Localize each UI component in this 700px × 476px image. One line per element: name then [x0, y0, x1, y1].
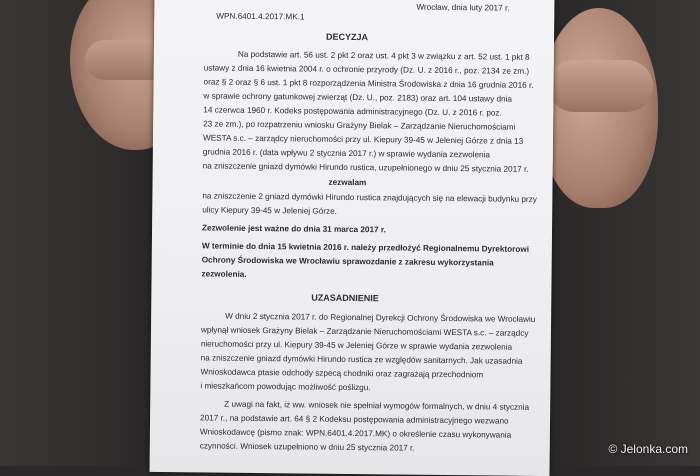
heading-zezwalam: zezwalam: [328, 177, 367, 188]
watermark: © Jelonka.com: [608, 442, 688, 456]
para4-line: na zniszczenie gniazd dymówki Hirundo rustica ze względów sanitarnych. Jak uzasadnia: [200, 353, 523, 366]
para5-line: 2017 r., na podstawie art. 64 § 2 Kodeksu postępowania administracyjnego wezwano: [200, 413, 509, 426]
para5-line: Z uwagi na fakt, iż ww. wniosek nie spełniał wymogów formalnych, w dniu 4 stycznia: [224, 399, 530, 412]
decision-document: [149, 0, 554, 476]
para1-line: 14 czerwca 1960 r. Kodeks postępowania administracyjnego (Dz. U. z 2016 r. poz.: [203, 105, 502, 118]
para3-line: zezwolenia.: [201, 269, 247, 279]
doc-title: DECYZJA: [326, 31, 369, 43]
para5-line: czynności. Wniosek uzupełniono w dniu 25 stycznia 2017 r.: [199, 441, 415, 453]
para2-line: ulicy Kiepury 39-45 w Jeleniej Górze.: [202, 205, 337, 216]
para1-line: 23 ze zm.), po rozpatrzeniu wniosku Grażyny Bielak – Zarządzanie Nieruchomościami: [203, 119, 516, 132]
para5-line: Wnioskodawcę (pismo znak: WPN.6401.4.2017.MK) o określenie czasu wykonywania: [199, 427, 512, 440]
para2-line: na zniszczenie 2 gniazd dymówki Hirundo rustica znajdujących się na elewacji budynku przy: [202, 191, 537, 204]
validity-note: Zezwolenie jest ważne do dnia 31 marca 2017 r.: [202, 223, 386, 235]
doc-date: Wrocław, dnia luty 2017 r.: [416, 2, 510, 13]
para4-line: wpłynął wniosek Grażyny Bielak – Zarządzanie Nieruchomościami WESTA s.c. – zarządcy: [200, 325, 529, 338]
para1-line: ustawy z dnia 16 kwietnia 2004 r. o ochronie przyrody (Dz. U. z 2016 r., poz. 2134 ze zm.): [203, 63, 530, 76]
para4-line: W dniu 2 stycznia 2017 r. do Regionalnej Dyrekcji Ochrony Środowiska we Wrocławiu: [225, 311, 536, 324]
para1-line: grudnia 2016 r. (data wpływu 2 stycznia 2017 r.) w sprawie wydania zezwolenia: [202, 147, 491, 160]
para1-line: WESTA s.c. – zarządcy nieruchomości przy ul. Kiepury 39-45 w Jeleniej Górze z dnia 13: [202, 133, 524, 146]
para1-line: na zniszczenie gniazd dymówki Hirundo rustica, uzupełnionego w dniu 25 stycznia 2017 r.: [202, 161, 529, 174]
para4-line: i mieszkańcom powodując możliwość poślizgu.: [200, 381, 371, 393]
para1-line: Na podstawie art. 56 ust. 2 pkt 2 oraz ust. 4 pkt 3 w związku z art. 52 ust. 1 pkt 8: [237, 49, 530, 62]
para1-line: oraz § 2 oraz § 6 ust. 1 pkt 8 rozporządzenia Ministra Środowiska z dnia 16 grudnia 2016 r.: [203, 77, 534, 90]
para4-line: nieruchomości przy ul. Kiepury 39-45 w Jeleniej Górze w sprawie wydania zezwolenia: [200, 339, 513, 352]
doc-reference: WPN.6401.4.2017.MK.1: [216, 11, 305, 22]
para3-line: Ochrony Środowiska we Wrocławiu sprawozdanie z zakresu wykorzystania: [201, 255, 494, 268]
para1-line: w sprawie ochrony gatunkowej zwierząt (Dz. U., poz. 2183) oraz art. 104 ustawy dnia: [203, 91, 513, 104]
right-finger: [548, 60, 653, 112]
para4-line: Wnioskodawca ptasie odchody szpecą chodniki oraz zagrażają przechodniom: [200, 367, 484, 380]
para3-line: W terminie do dnia 15 kwietnia 2016 r. należy przedłożyć Regionalnemu Dyrektorowi: [201, 241, 530, 254]
heading-uzasadnienie: UZASADNIENIE: [311, 292, 379, 304]
